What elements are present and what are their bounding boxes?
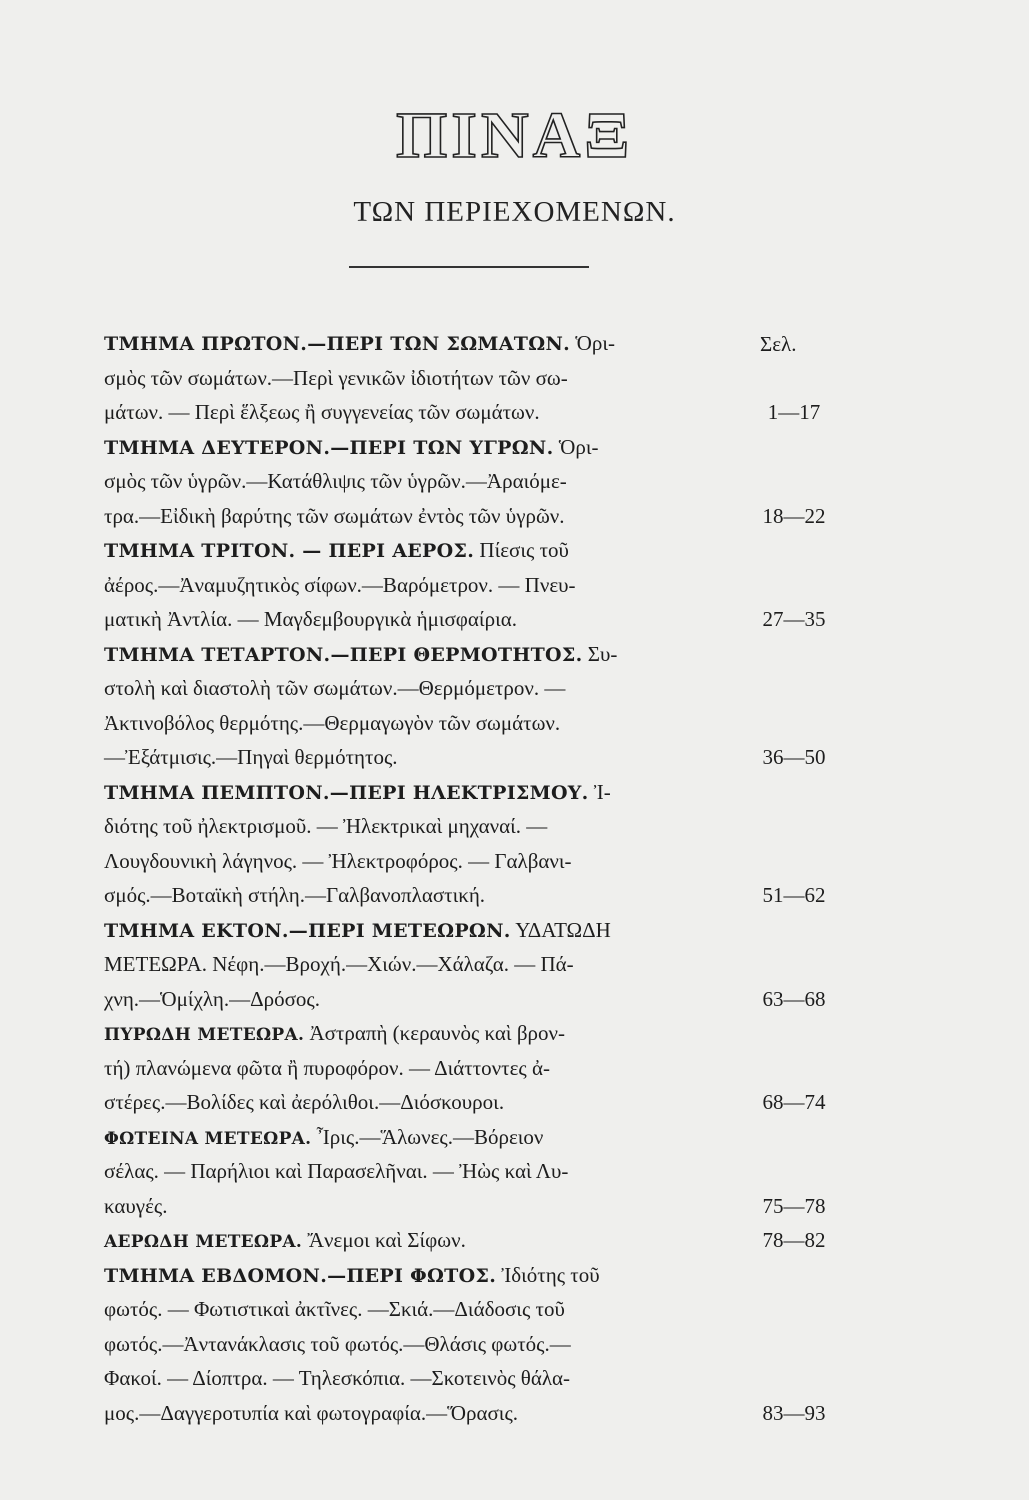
page-range: 83—93 [762, 1400, 826, 1425]
toc-text: τρα.—Εἰδικὴ βαρύτης τῶν σωμάτων ἐντὸς τῶν ὑγρῶν. [104, 503, 565, 528]
toc-line [104, 637, 714, 671]
toc-line [104, 602, 714, 636]
section-heading: ΦΩΤΕΙΝΑ ΜΕΤΕΩΡΑ. [104, 1128, 312, 1149]
toc-text: φωτός.—Ἀντανάκλασις τοῦ φωτός.—Θλάσις φωτός.— [104, 1331, 571, 1356]
toc-text: σέλας. — Παρήλιοι καὶ Παρασελῆναι. — Ἠὼς καὶ Λυ- [104, 1159, 569, 1183]
toc-line [104, 809, 714, 843]
page-column-label: Σελ. [760, 332, 797, 356]
toc-line [104, 1085, 714, 1119]
section-heading: ΤΜΗΜΑ ΕΚΤΟΝ.—ΠΕΡΙ ΜΕΤΕΩΡΩΝ. [104, 919, 511, 942]
toc-line [104, 947, 714, 981]
toc-text: διότης τοῦ ἠλεκτρισμοῦ. — Ἠλεκτρικαὶ μηχαναί. — [104, 814, 548, 838]
toc-line [104, 706, 714, 740]
toc-text: Φακοί. — Δίοπτρα. — Τηλεσκόπια. —Σκοτεινὸς θάλα- [104, 1366, 571, 1390]
page-range: 27—35 [762, 607, 826, 631]
section-heading: ΤΜΗΜΑ ΔΕΥΤΕΡΟΝ.—ΠΕΡΙ ΤΩΝ ΥΓΡΩΝ. [104, 436, 554, 459]
toc-line [104, 533, 714, 567]
toc-line [104, 878, 714, 912]
section-heading: ΤΜΗΜΑ ΤΕΤΑΡΤΟΝ.—ΠΕΡΙ ΘΕΡΜΟΤΗΤΟΣ. [104, 643, 583, 666]
toc-line [104, 844, 714, 878]
toc-line [104, 913, 714, 947]
page-range: 78—82 [762, 1228, 826, 1252]
toc-text: σμὸς τῶν σωμάτων.—Περὶ γενικῶν ἰδιοτήτων τῶν σω- [104, 365, 568, 390]
toc-text: —Ἐξάτμισις.—Πηγαὶ θερμότητος. [104, 745, 398, 769]
toc-line [104, 1154, 714, 1188]
toc-line [104, 430, 714, 464]
toc-text: ματικὴ Ἀντλία. — Μαγδεμβουργικὰ ἡμισφαίρια. [104, 607, 517, 631]
toc-text: τή) πλανώμενα φῶτα ἢ πυροφόρον. — Διάττοντες ἀ- [104, 1055, 550, 1080]
toc-line [104, 1189, 714, 1223]
toc-text: ΥΔΑΤΩΔΗ [510, 917, 611, 942]
section-heading: ΤΜΗΜΑ ΕΒΔΟΜΟΝ.—ΠΕΡΙ ΦΩΤΟΣ. [104, 1264, 497, 1287]
page-range: 51—62 [762, 883, 826, 907]
toc-text: ἀέρος.—Ἀναμυζητικὸς σίφων.—Βαρόμετρον. — Πνευ- [104, 572, 576, 597]
section-heading: ΠΥΡΩΔΗ ΜΕΤΕΩΡΑ. [104, 1025, 305, 1045]
toc-line [104, 326, 714, 360]
toc-text: ΜΕΤΕΩΡΑ. Νέφη.—Βροχή.—Χιών.—Χάλαζα. — Πά- [104, 952, 574, 976]
section-heading: ΤΜΗΜΑ ΠΕΜΠΤΟΝ.—ΠΕΡΙ ΗΛΕΚΤΡΙΣΜΟΥ. [104, 781, 589, 804]
toc-text: Ὁρι- [553, 434, 599, 459]
section-heading: ΤΜΗΜΑ ΠΡΩΤΟΝ.—ΠΕΡΙ ΤΩΝ ΣΩΜΑΤΩΝ. [104, 333, 571, 355]
toc-line [104, 395, 714, 429]
toc-line [104, 361, 714, 395]
toc-text: Ἶρις.—Ἅλωνες.—Βόρειον [311, 1124, 544, 1149]
toc-text: Ἰδιότης τοῦ [496, 1262, 600, 1287]
toc-text: μος.—Δαγγεροτυπία καὶ φωτογραφία.—Ὅρασις. [104, 1400, 519, 1425]
page-subtitle: ΤΩΝ ΠΕΡΙΕΧΟΜΕΝΩΝ. [353, 196, 676, 228]
toc-text: στέρες.—Βολίδες καὶ ἀερόλιθοι.—Διόσκουροι. [104, 1090, 505, 1114]
toc-text: φωτός. — Φωτιστικαὶ ἀκτῖνες. —Σκιά.—Διάδοσις τοῦ [104, 1297, 565, 1321]
toc-line [104, 982, 714, 1016]
toc-line [104, 499, 714, 533]
toc-text: σμός.—Βοταϊκὴ στήλη.—Γαλβανοπλαστική. [104, 883, 486, 907]
page-range: 75—78 [762, 1193, 826, 1218]
toc-line [104, 1120, 714, 1154]
toc-line [104, 775, 714, 809]
toc-line [104, 1016, 714, 1050]
toc-line [104, 1327, 714, 1361]
toc-text: σμὸς τῶν ὑγρῶν.—Κατάθλιψις τῶν ὑγρῶν.—Ἀραιόμε- [104, 469, 567, 493]
page-range: 63—68 [762, 986, 826, 1011]
toc-text: Ἀστραπὴ (κεραυνὸς καὶ βρον- [304, 1021, 565, 1045]
toc-line [104, 740, 714, 774]
toc-text: Λουγδουνικὴ λάγηνος. — Ἠλεκτροφόρος. — Γαλβανι- [104, 848, 572, 873]
toc-text: Πίεσις τοῦ [474, 538, 569, 562]
section-heading: ΤΜΗΜΑ ΤΡΙΤΟΝ. — ΠΕΡΙ ΑΕΡΟΣ. [104, 540, 475, 562]
toc-text: στολὴ καὶ διαστολὴ τῶν σωμάτων.—Θερμόμετρον. — [104, 676, 566, 700]
page-range: 1—17 [767, 400, 821, 424]
toc-text: Ἰ- [588, 779, 611, 804]
toc-text: μάτων. — Περὶ ἕλξεως ἢ συγγενείας τῶν σωμάτων. [104, 400, 540, 424]
toc-text: Συ- [582, 641, 618, 666]
toc-line [104, 1361, 714, 1395]
section-heading: ΑΕΡΩΔΗ ΜΕΤΕΩΡΑ. [104, 1232, 303, 1252]
toc-text: Ὁρι- [570, 331, 616, 355]
toc-line [104, 1051, 714, 1085]
page-range: 36—50 [762, 745, 826, 769]
toc-line [104, 1396, 714, 1430]
page-title: ΠΙΝΑΞ [395, 99, 634, 172]
toc-line [104, 464, 714, 498]
page-range: 68—74 [762, 1090, 826, 1114]
title-divider [349, 266, 589, 268]
toc-line [104, 671, 714, 705]
page-range: 18—22 [762, 503, 826, 528]
toc-text: καυγές. [104, 1193, 168, 1218]
toc-line [104, 1223, 714, 1257]
toc-line [104, 1258, 714, 1292]
toc-text: Ἄνεμοι καὶ Σίφων. [302, 1228, 466, 1252]
toc-line [104, 568, 714, 602]
toc-text: Ἀκτινοβόλος θερμότης.—Θερμαγωγὸν τῶν σωμάτων. [104, 710, 561, 735]
toc-text: χνη.—Ὁμίχλη.—Δρόσος. [104, 986, 320, 1011]
toc-line [104, 1292, 714, 1326]
